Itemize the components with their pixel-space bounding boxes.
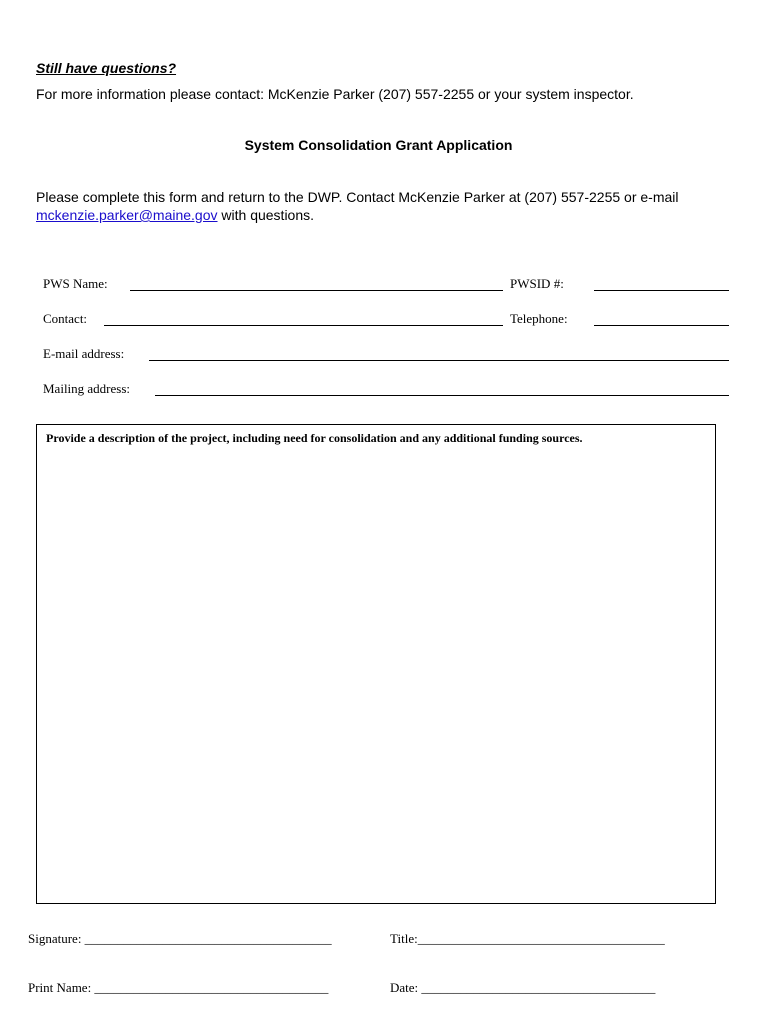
project-description-box[interactable] <box>36 424 716 904</box>
pwsid-label: PWSID #: <box>510 276 564 291</box>
mailing-address-label: Mailing address: <box>43 381 131 396</box>
description-prompt: Provide a description of the project, including need for consolidation and any additional funding sources. <box>46 431 583 445</box>
instructions-paragraph <box>36 188 726 224</box>
contact-label: Contact: <box>43 311 88 326</box>
form-title: System Consolidation Grant Application <box>244 137 513 153</box>
signature-field[interactable]: Signature: ______________________________________ <box>28 931 332 946</box>
email-field[interactable] <box>149 360 729 361</box>
questions-heading: Still have questions? <box>36 60 177 76</box>
date-field[interactable]: Date: ____________________________________ <box>390 980 656 995</box>
email-link[interactable]: mckenzie.parker@maine.gov <box>36 207 218 223</box>
telephone-label: Telephone: <box>510 311 568 326</box>
telephone-field[interactable] <box>594 325 729 326</box>
pws-name-field[interactable] <box>130 290 503 291</box>
contact-note: For more information please contact: McKenzie Parker (207) 557-2255 or your system inspector. <box>36 86 634 102</box>
title-field[interactable]: Title:______________________________________ <box>390 931 665 946</box>
pws-name-label: PWS Name: <box>43 276 108 291</box>
instructions-text-end: with questions. <box>217 207 315 223</box>
instructions-text: Please complete this form and return to the DWP. Contact McKenzie Parker at (207) 557-2255 or e-mail <box>36 189 679 205</box>
print-name-field[interactable]: Print Name: ____________________________________ <box>28 980 329 995</box>
mailing-address-field[interactable] <box>155 395 729 396</box>
pwsid-field[interactable] <box>594 290 729 291</box>
contact-field[interactable] <box>104 325 503 326</box>
email-label: E-mail address: <box>43 346 125 361</box>
